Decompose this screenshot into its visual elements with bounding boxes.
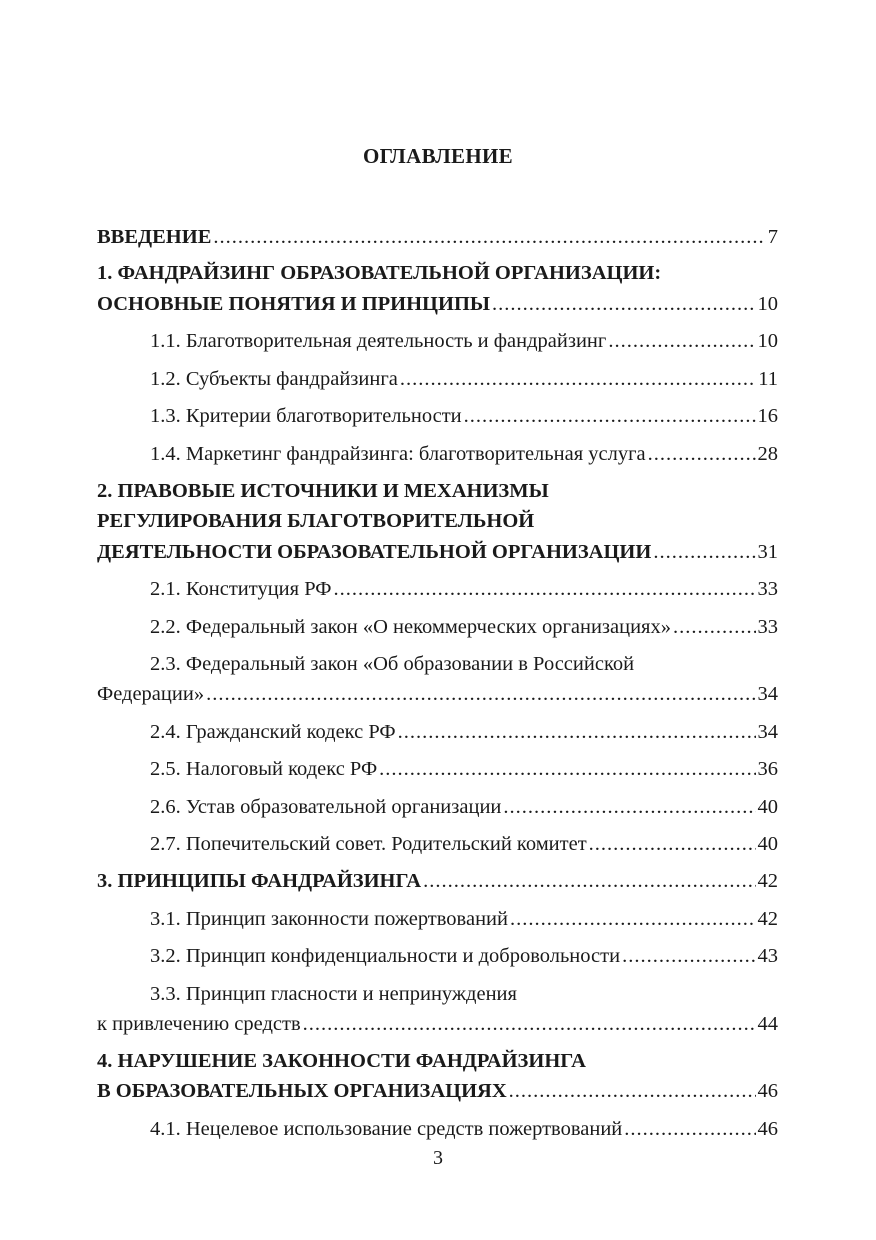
toc-page-number: 16 [757,405,778,427]
toc-page-number: 46 [757,1080,778,1102]
toc-entry-title: 3.1. Принцип законности пожертвований [150,908,508,930]
toc-entry-section-2-3-line-1[interactable] [97,651,778,677]
dot-leader [622,943,755,969]
toc-entry-title: ДЕЯТЕЛЬНОСТИ ОБРАЗОВАТЕЛЬНОЙ ОРГАНИЗАЦИИ [97,541,652,563]
dot-leader [379,756,755,782]
toc-page-number: 36 [757,758,778,780]
toc-entry-title: 4.1. Нецелевое использование средств пожертвований [150,1118,623,1140]
toc-page-number: 42 [757,908,778,930]
toc-entry-chapter-2-line-1[interactable] [97,478,778,504]
toc-entry-title: 2.4. Гражданский кодекс РФ [150,721,396,743]
toc-page-number: 42 [757,870,778,892]
toc-page-number: 10 [757,330,778,352]
toc-entry-title: 2.6. Устав образовательной организации [150,796,502,818]
toc-entry-title: 2.3. Федеральный закон «Об образовании в Российской [150,653,635,675]
toc-entry-section-2-4[interactable] [97,719,778,745]
dot-leader [510,906,756,932]
dot-leader [624,1116,755,1142]
toc-entry-title: 2. ПРАВОВЫЕ ИСТОЧНИКИ И МЕХАНИЗМЫ [97,480,549,502]
toc-entry-title: 1. ФАНДРАЙЗИНГ ОБРАЗОВАТЕЛЬНОЙ ОРГАНИЗАЦИИ: [97,262,662,284]
toc-entry-chapter-1[interactable] [97,291,778,317]
toc-entry-title: 3.2. Принцип конфиденциальности и добровольности [150,945,621,967]
table-of-contents [97,0,778,1240]
toc-entry-introduction[interactable] [97,224,778,250]
toc-entry-section-2-5[interactable] [97,756,778,782]
toc-page-number: 28 [757,443,778,465]
toc-entry-title: РЕГУЛИРОВАНИЯ БЛАГОТВОРИТЕЛЬНОЙ [97,510,535,532]
toc-entry-chapter-4-line-1[interactable] [97,1048,778,1074]
dot-leader [333,576,755,602]
dot-leader [492,291,755,317]
toc-page-number: 33 [757,578,778,600]
toc-entry-section-3-2[interactable] [97,943,778,969]
toc-page-number: 43 [757,945,778,967]
toc-entry-section-2-1[interactable] [97,576,778,602]
toc-entry-title: 1.4. Маркетинг фандрайзинга: благотворительная услуга [150,443,646,465]
toc-entry-section-1-2[interactable] [97,366,778,392]
toc-page-number: 11 [758,368,778,390]
toc-entry-section-2-3[interactable] [97,681,778,707]
toc-entry-chapter-2-line-2[interactable] [97,508,778,534]
toc-page-number: 40 [757,833,778,855]
toc-entry-chapter-4[interactable] [97,1078,778,1104]
dot-leader [464,403,756,429]
toc-page-number: 44 [757,1013,778,1035]
toc-page-number: 46 [757,1118,778,1140]
toc-entry-title: 2.5. Налоговый кодекс РФ [150,758,378,780]
dot-leader [589,831,756,857]
toc-entry-chapter-1-line-1[interactable] [97,260,778,286]
toc-entry-section-3-3-line-1[interactable] [97,981,778,1007]
dot-leader [509,1078,756,1104]
toc-entry-chapter-3[interactable] [97,868,778,894]
toc-entry-title: 1.1. Благотворительная деятельность и фандрайзинг [150,330,607,352]
toc-entry-title: 1.3. Критерии благотворительности [150,405,462,427]
toc-entry-title: Федерации» [97,683,205,705]
toc-entry-title: 2.7. Попечительский совет. Родительский комитет [150,833,587,855]
toc-entry-title: 3.3. Принцип гласности и непринуждения [150,983,517,1005]
dot-leader [503,794,755,820]
page-number: 3 [433,1147,443,1169]
toc-entry-chapter-2[interactable] [97,539,778,565]
dot-leader [213,224,765,250]
toc-entry-title: к привлечению средств [97,1013,301,1035]
dot-leader [303,1011,756,1037]
dot-leader [653,539,755,565]
toc-entry-title: 1.2. Субъекты фандрайзинга [150,368,398,390]
toc-entry-title: 3. ПРИНЦИПЫ ФАНДРАЙЗИНГА [97,870,422,892]
toc-entry-title: В ОБРАЗОВАТЕЛЬНЫХ ОРГАНИЗАЦИЯХ [97,1080,507,1102]
toc-entry-section-2-7[interactable] [97,831,778,857]
toc-entry-title: ОСНОВНЫЕ ПОНЯТИЯ И ПРИНЦИПЫ [97,293,491,315]
toc-entry-section-3-3[interactable] [97,1011,778,1037]
dot-leader [400,366,756,392]
toc-page-number: 10 [757,293,778,315]
toc-page-number: 31 [757,541,778,563]
toc-entry-section-1-1[interactable] [97,328,778,354]
toc-entry-section-3-1[interactable] [97,906,778,932]
toc-entry-title: ВВЕДЕНИЕ [97,226,212,248]
toc-entry-title: 4. НАРУШЕНИЕ ЗАКОННОСТИ ФАНДРАЙЗИНГА [97,1050,586,1072]
dot-leader [423,868,755,894]
toc-entry-section-1-3[interactable] [97,403,778,429]
toc-page-number: 34 [757,683,778,705]
dot-leader [398,719,756,745]
toc-page-number: 33 [757,616,778,638]
dot-leader [608,328,755,354]
dot-leader [673,614,756,640]
toc-entry-section-1-4[interactable] [97,441,778,467]
toc-page-number: 7 [767,226,778,248]
toc-page-number: 34 [757,721,778,743]
toc-entry-title: 2.2. Федеральный закон «О некоммерческих организациях» [150,616,671,638]
toc-entry-section-2-6[interactable] [97,794,778,820]
dot-leader [206,681,755,707]
toc-entry-section-4-1[interactable] [97,1116,778,1142]
toc-entry-title: 2.1. Конституция РФ [150,578,332,600]
toc-entry-section-2-2[interactable] [97,614,778,640]
toc-page-number: 40 [757,796,778,818]
page-title: ОГЛАВЛЕНИЕ [363,144,513,168]
dot-leader [648,441,756,467]
